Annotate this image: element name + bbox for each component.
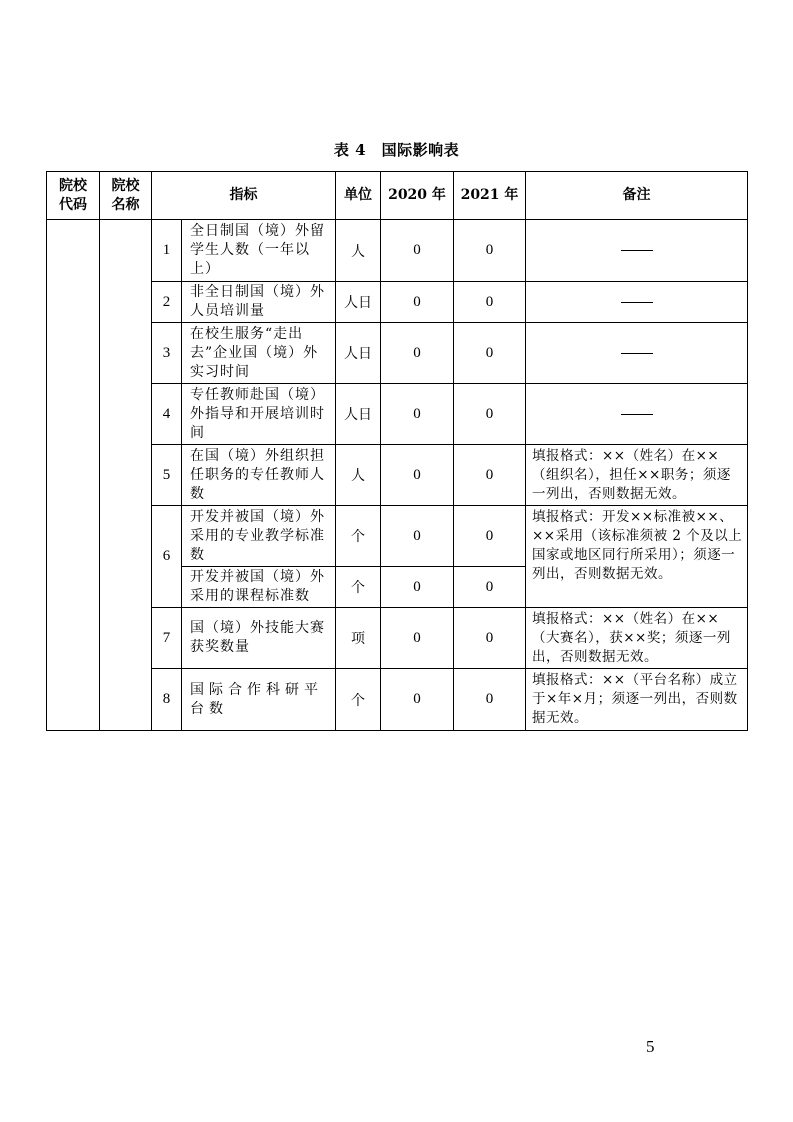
value-2020: 0 <box>381 220 454 282</box>
indicator-cell: 国际合作科研平台数 <box>182 669 336 731</box>
header-unit: 单位 <box>336 172 381 220</box>
international-influence-table <box>46 171 748 731</box>
indicator-cell: 开发并被国（境）外采用的课程标准数 <box>182 567 336 608</box>
indicator-cell: 非全日制国（境）外人员培训量 <box>182 282 336 323</box>
school-code-cell <box>47 220 100 731</box>
header-row <box>47 172 748 220</box>
unit-cell: 人日 <box>336 384 381 445</box>
row-number: 5 <box>152 445 182 506</box>
value-2021: 0 <box>454 608 526 669</box>
remark-cell <box>526 220 748 282</box>
row-number: 4 <box>152 384 182 445</box>
header-2021: 2021 年 <box>454 172 526 220</box>
table-row <box>47 445 748 506</box>
remark-cell: 填报格式：××（平台名称）成立于×年×月；须逐一列出，否则数据无效。 <box>526 669 748 731</box>
value-2020: 0 <box>381 669 454 731</box>
value-2021: 0 <box>454 323 526 384</box>
remark-cell <box>526 282 748 323</box>
value-2020: 0 <box>381 384 454 445</box>
row-number: 1 <box>152 220 182 282</box>
value-2020: 0 <box>381 282 454 323</box>
value-2021: 0 <box>454 220 526 282</box>
table-row <box>47 669 748 731</box>
unit-cell: 人 <box>336 220 381 282</box>
dash-line <box>621 414 653 415</box>
header-school-code: 院校代码 <box>47 172 100 220</box>
remark-cell <box>526 384 748 445</box>
unit-cell: 人日 <box>336 323 381 384</box>
unit-cell: 人 <box>336 445 381 506</box>
value-2021: 0 <box>454 567 526 608</box>
row-number: 7 <box>152 608 182 669</box>
remark-cell: 填报格式：开发××标准被××、××采用（该标准须被 2 个及以上国家或地区同行所采用）；须逐一列出，否则数据无效。 <box>526 506 748 608</box>
value-2021: 0 <box>454 669 526 731</box>
remark-cell: 填报格式：××（姓名）在××（大赛名），获××奖；须逐一列出，否则数据无效。 <box>526 608 748 669</box>
dash-line <box>621 353 653 354</box>
table-row <box>47 220 748 282</box>
row-number: 3 <box>152 323 182 384</box>
unit-cell: 人日 <box>336 282 381 323</box>
header-school-name: 院校名称 <box>100 172 152 220</box>
page-number: 5 <box>646 1037 655 1056</box>
value-2021: 0 <box>454 384 526 445</box>
table-row <box>47 506 748 567</box>
table-row <box>47 384 748 445</box>
header-indicator: 指标 <box>152 172 336 220</box>
unit-cell: 项 <box>336 608 381 669</box>
indicator-cell: 全日制国（境）外留学生人数（一年以上） <box>182 220 336 282</box>
row-number: 8 <box>152 669 182 731</box>
dash-line <box>621 302 653 303</box>
unit-cell: 个 <box>336 567 381 608</box>
indicator-cell: 专任教师赴国（境）外指导和开展培训时间 <box>182 384 336 445</box>
indicator-cell: 国（境）外技能大赛获奖数量 <box>182 608 336 669</box>
indicator-cell: 开发并被国（境）外采用的专业教学标准数 <box>182 506 336 567</box>
header-remark: 备注 <box>526 172 748 220</box>
value-2021: 0 <box>454 282 526 323</box>
value-2021: 0 <box>454 445 526 506</box>
table-row <box>47 323 748 384</box>
indicator-cell: 在国（境）外组织担任职务的专任教师人数 <box>182 445 336 506</box>
indicator-cell: 在校生服务“走出去”企业国（境）外实习时间 <box>182 323 336 384</box>
table-row <box>47 282 748 323</box>
value-2020: 0 <box>381 445 454 506</box>
value-2020: 0 <box>381 567 454 608</box>
table-title: 表 4 国际影响表 <box>333 141 460 159</box>
school-name-cell <box>100 220 152 731</box>
remark-cell <box>526 323 748 384</box>
unit-cell: 个 <box>336 506 381 567</box>
row-number: 2 <box>152 282 182 323</box>
value-2020: 0 <box>381 506 454 567</box>
table-row <box>47 608 748 669</box>
dash-line <box>621 250 653 251</box>
value-2020: 0 <box>381 323 454 384</box>
unit-cell: 个 <box>336 669 381 731</box>
row-number: 6 <box>152 506 182 608</box>
remark-cell: 填报格式：××（姓名）在××（组织名），担任××职务；须逐一列出，否则数据无效。 <box>526 445 748 506</box>
value-2020: 0 <box>381 608 454 669</box>
value-2021: 0 <box>454 506 526 567</box>
header-2020: 2020 年 <box>381 172 454 220</box>
